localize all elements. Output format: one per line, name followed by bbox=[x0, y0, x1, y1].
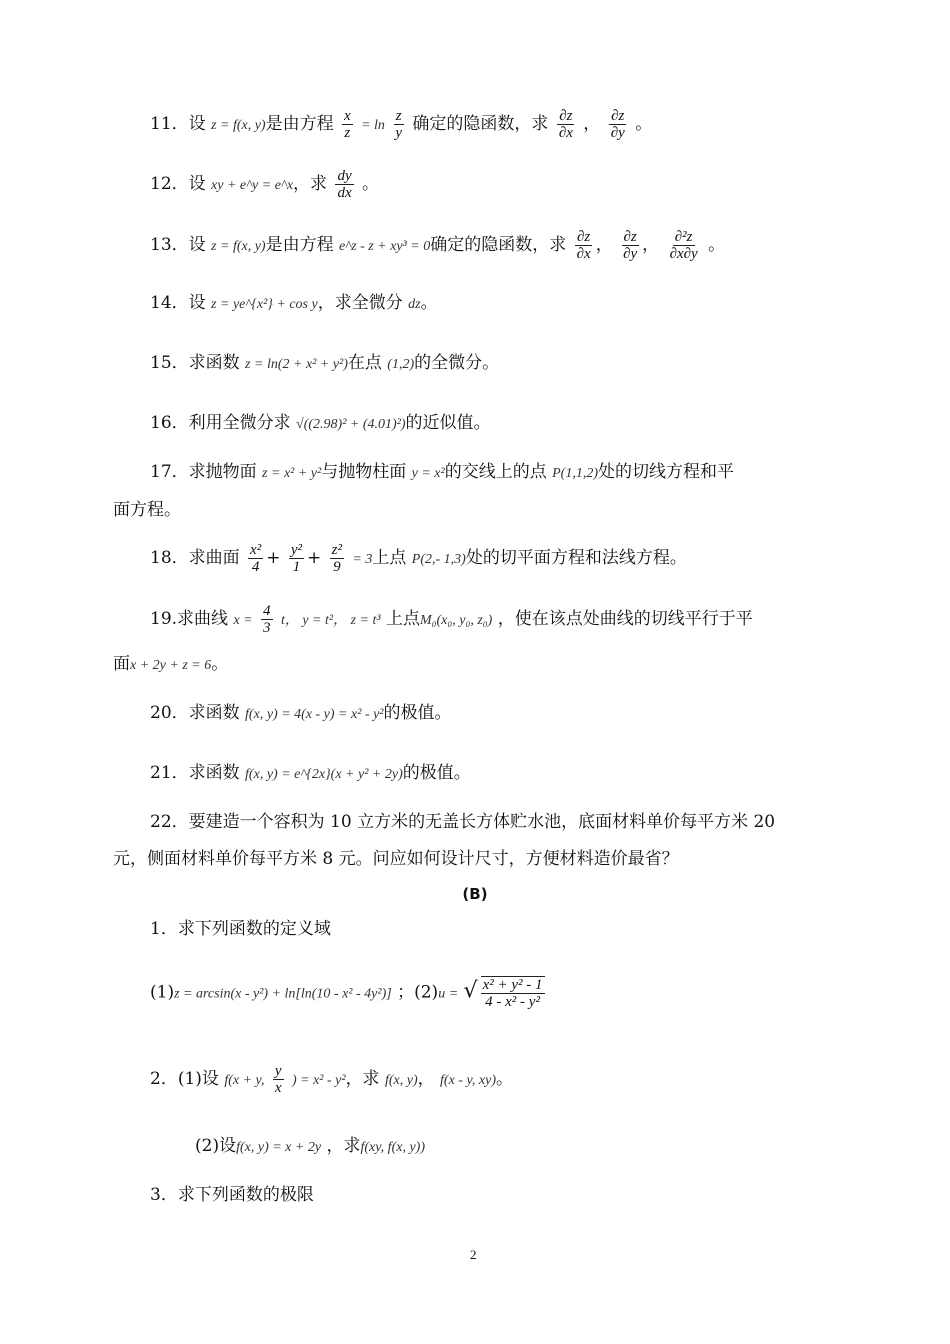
problem-18: 18．求曲面 $\frac{\text{x²}}{4}$ + $\frac{\text{y²}}{1}$ + $\frac{\text{z²}}{9}$ = 3上点 P(2,- 1,3)处的切平面方程和法线方程。 bbox=[150, 542, 687, 575]
problem-b2: 2．(1)设 f(x + y, $\frac{y}{x}$ ) = x² - y²，求 f(x, y)， f(x - y, xy)。 bbox=[150, 1063, 513, 1096]
problem-11: 11．设 z = f(x, y)是由方程 $\frac{x}{z}$ = ln $\frac{z}{y}$ 确定的隐函数，求 $\frac{\partial z}{\partial x}$ ， $\frac{\partial z}{\partial y}$ 。 bbox=[150, 108, 653, 141]
section-b-heading: (B) bbox=[462, 885, 488, 903]
problem-17-cont: 面方程。 bbox=[113, 500, 181, 520]
problem-14: 14．设 z = ye^{x²} + cos y，求全微分 dz。 bbox=[150, 293, 438, 313]
problem-16: 16．利用全微分求 √((2.98)² + (4.01)²)的近似值。 bbox=[150, 413, 491, 433]
problem-21: 21．求函数 f(x, y) = e^{2x}(x + y² + 2y)的极值。 bbox=[150, 763, 471, 783]
problem-20: 20．求函数 f(x, y) = 4(x - y) = x² - y²的极值。 bbox=[150, 703, 452, 723]
problem-19-cont: 面x + 2y + z = 6。 bbox=[113, 654, 229, 674]
problem-15: 15．求函数 z = ln(2 + x² + y²)在点 (1,2)的全微分。 bbox=[150, 353, 500, 373]
problem-22: 22．要建造一个容积为 10 立方米的无盖长方体贮水池，底面材料单价每平方米 20 bbox=[150, 812, 776, 832]
problem-b1-parts: (1)z = arcsin(x - y²) + ln[ln(10 - x² - 4y²)] ；(2)u = √ $\frac{\text{x² + y² - 1}}{\text{4 - x² - y²}}$ bbox=[150, 977, 543, 1010]
problem-12: 12．设 xy + e^y = e^x，求 $\frac{dy}{dx}$ 。 bbox=[150, 168, 380, 201]
problem-19: 19.求曲线 x = $\frac{4}{3}$ t， y = t²， z = t³ 上点M₀(x₀, y₀, z₀) ，使在该点处曲线的切线平行于平 bbox=[150, 603, 753, 636]
problem-17: 17．求抛物面 z = x² + y²与抛物柱面 y = x²的交线上的点 P(1,1,2)处的切线方程和平 bbox=[150, 462, 734, 482]
problem-22-cont: 元，侧面材料单价每平方米 8 元。问应如何设计尺寸，方便材料造价最省？ bbox=[113, 849, 679, 869]
page-number: 2 bbox=[470, 1247, 477, 1262]
problem-b2-part2: (2)设f(x, y) = x + 2y ，求f(xy, f(x, y)) bbox=[195, 1136, 425, 1156]
problem-13: 13．设 z = f(x, y)是由方程 e^z - z + xy³ = 0确定的隐函数，求 $\frac{\partial z}{\partial x}$ ， $\frac{\partial z}{\partial y}$ ， $\frac{\text{∂²z}}{\partial x\partial y}$ 。 bbox=[150, 229, 726, 262]
problem-b1: 1．求下列函数的定义域 bbox=[150, 919, 331, 939]
problem-b3: 3．求下列函数的极限 bbox=[150, 1185, 314, 1205]
